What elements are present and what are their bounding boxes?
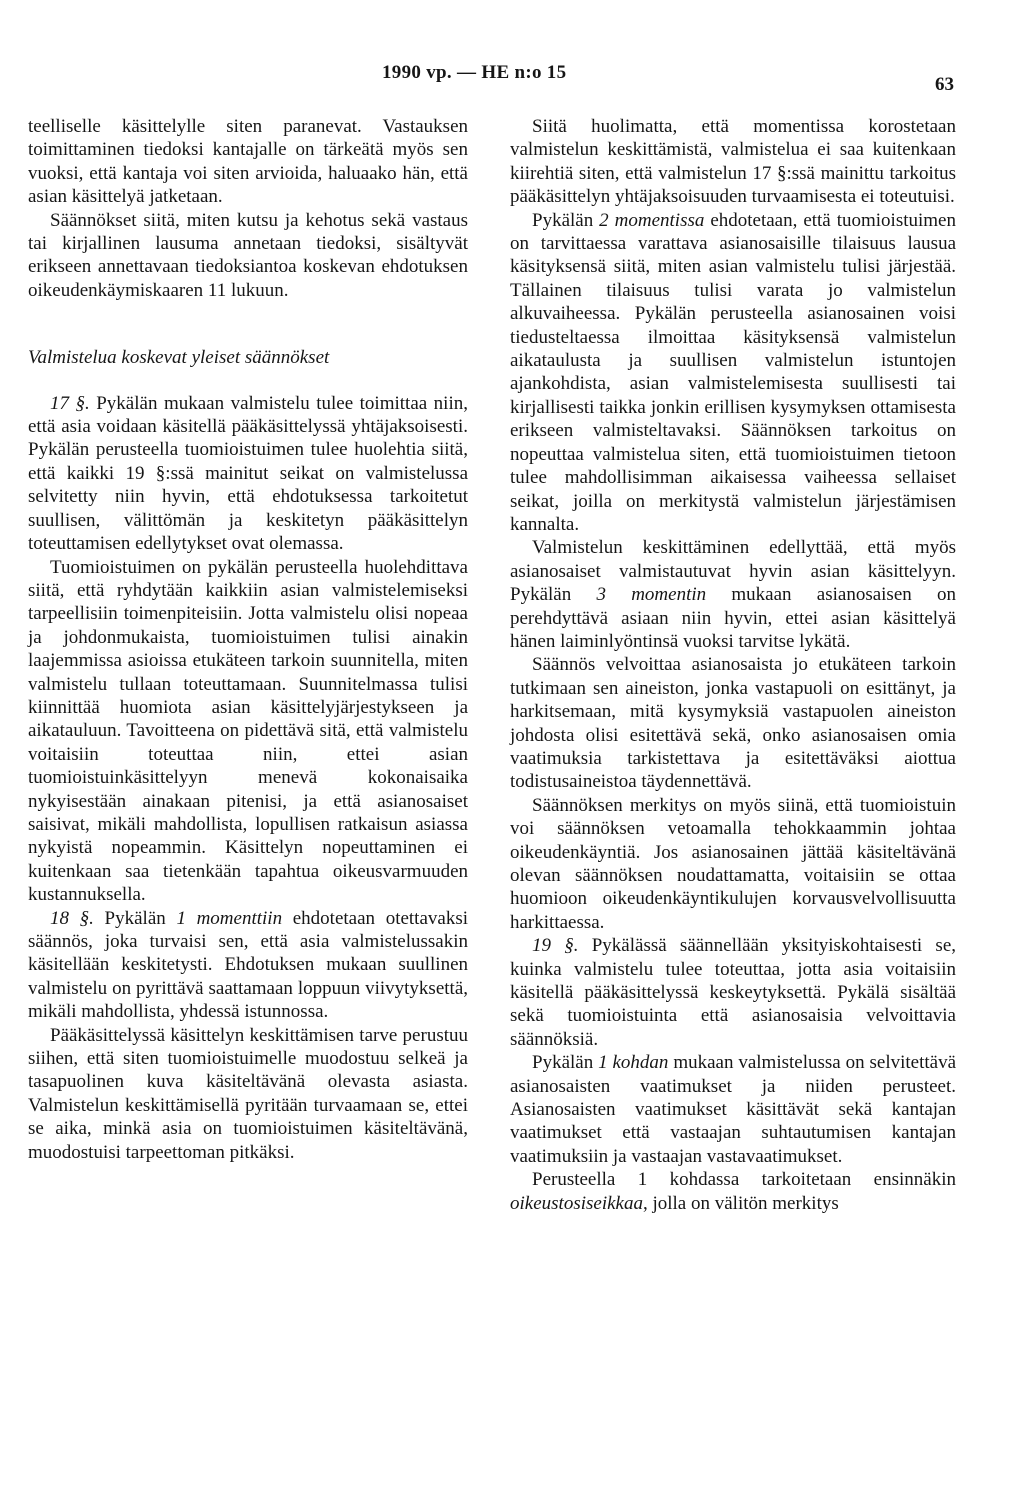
running-header: 1990 vp. — HE n:o 15 [382,62,567,83]
paragraph: Pääkäsittelyssä käsittelyn keskittämisen tarve perustuu siihen, että siten tuomioistuimelle muodostuu selkeä ja tasapuolinen kuva käsiteltävänä olevasta asiasta. Valmistelun keskittämisellä pyritään turvaamaan se, ettei se aika, minkä asia on tuomioistuimen käsiteltävänä, muodostuisi tarpeettoman pitkäksi. [28,1024,468,1163]
paragraph-text: Valmistelun keskittäminen edellyttää, että myös asianosaiset valmistautuvat hyvin asian käsittelyyn. Pykälän [510,537,956,606]
paragraph-text: mukaan valmistelussa on selvitettävä asianosaisten vaatimukset ja niiden perusteet. Asianosaisten vaatimukset käsittävät sekä kantajan vaatimukset että vastaajan suhtautumisen kantajan vaatimuksiin ja vastaajan vastavaatimukset. [510,1052,957,1167]
emphasis: 1 kohdan [598,1052,669,1074]
paragraph-text: Perusteella 1 kohdassa tarkoitetaan ensinnäkin [532,1169,956,1191]
paragraph: Tuomioistuimen on pykälän perusteella huolehdittava siitä, että ryhdytään kaikkiin asian valmistelemiseksi tarpeellisiin toimenpiteisiin. Jotta valmistelu olisi nopeaa ja johdonmukaista, tuomioistuimen tulisi ainakin laajemmissa asioissa etukäteen tarkoin suunnitella, miten valmistelu tullaan toteuttamaan. Suunnitelmassa tulisi kiinnittää huomiota asian käsittelyjärjestykseen ja aikatauluun. Tavoitteena on pidettävä sitä, että valmistelu voitaisiin toteuttaa niin, ettei asian tuomioistuinkäsittelyyn menevä kokonaisaika nykyisestään ainakaan pitenisi, ja että asianosaiset saisivat, mikäli mahdollista, lopullisen ratkaisun asiassa nykyistä nopeammin. Käsittelyn nopeuttaminen ei kuitenkaan saa tietenkään tapahtua oikeusvarmuuden kustannuksella. [28,556,468,906]
emphasis: oikeustosiseikkaa [510,1192,643,1214]
paragraph-text: Pykälässä säännellään yksityiskohtaisesti se, kuinka valmistelu tulee toteuttaa, jotta asia voitaisiin käsitellä pääkäsittelyssä keskeytyksettä. Pykälä sisältää sekä tuomioistuinta että asianosaisia velvoittavia säännöksiä. [510,935,956,1050]
emphasis: 3 momentin [596,584,707,606]
paragraph-text: Pykälän [93,907,177,929]
paragraph [510,1168,956,1215]
emphasis: 2 momentissa [599,209,705,231]
right-column [510,115,956,1215]
page-number: 63 [935,74,954,95]
paragraph: Säännökset siitä, miten kutsu ja kehotus sekä vastaus tai kirjallinen lausuma annetaan tiedoksi, sisältyvät erikseen annettavaan tiedoksiantoa koskevan ehdotuksen oikeudenkäymiskaaren 11 lukuun. [28,209,468,301]
paragraph-text: Pykälän [532,209,600,231]
paragraph [510,1051,956,1168]
paragraph-text: Pykälän [532,1052,599,1074]
section-reference: 19 §. [532,935,579,957]
section-heading: Valmistelua koskevat yleiset säännökset [28,347,330,369]
section-reference: 18 §. [50,907,94,929]
paragraph-text: Pykälän mukaan valmistelu tulee toimittaa niin, että asia voidaan käsitellä pääkäsittelyssä yhtäjaksoisesti. Pykälän perusteella tuomioistuimen tulee huolehtia siitä, että kaikki 19 §:ssä mainitut seikat on valmistelussa selvitetty niin hyvin, että ehdotuksessa tarkoitetut suullisen, välittömän ja keskitetyn pääkäsittelyn toteuttamisen edellytykset ovat olemassa. [28,392,468,555]
paragraph [28,392,468,556]
paragraph [510,536,956,653]
paragraph-text: mukaan asianosaisen on perehdyttävä asiaan niin hyvin, ettei asian käsittelyä hänen laiminlyöntinsä vuoksi tarvitse lykätä. [510,584,957,652]
paragraph-text: , jolla on välitön merkitys [642,1192,839,1214]
paragraph-text: ehdotetaan, että tuomioistuimen on tarvittaessa varattava asianosaisille tilaisuus lausua käsityksensä siitä, miten asian valmistelu tulisi järjestää. Tällainen tilaisuus tulisi varata jo valmistelun alkuvaiheessa. Pykälän perusteella asianosainen voisi tiedusteltaessa ilmoittaa käsityksensä valmistelun aikataulusta ja suullisen valmistelun istuntojen ajankohdista, asian valmistelemisesta suullisesti tai kirjallisesti taikka jonkin erillisen kysymyksen ottamisesta erikseen valmisteltavaksi. Säännöksen tarkoitus on nopeuttaa valmistelua siten, että tuomioistuimen tietoon tulee mahdollisimman aikaisessa vaiheessa sellaiset seikat, joilla on merkitystä valmistelun järjestämisen kannalta. [510,209,956,535]
paragraph [28,907,468,1024]
section-reference: 17 §. [50,392,90,414]
paragraph [510,934,956,1051]
paragraph [510,209,956,537]
paragraph-text: ehdotetaan otettavaksi säännös, joka turvaisi sen, että asia valmistelussakin käsitellään keskitetysti. Ehdotuksen mukaan suullinen valmistelu on pyrittävä saattamaan loppuun viivytyksettä, mikäli mahdollista, yhdessä istunnossa. [28,907,468,1023]
paragraph: Siitä huolimatta, että momentissa korostetaan valmistelun keskittämistä, valmistelua ei saa kuitenkaan kiirehtiä siten, että valmistelun 17 §:ssä mainittu tarkoitus pääkäsittelyn yhtäjaksoisuuden turvaamisesta ei toteutuisi. [510,116,956,208]
paragraph: teelliselle käsittelylle siten paranevat. Vastauksen toimittaminen tiedoksi kantajalle on tärkeätä myös sen vuoksi, että kantaja voi siten arvioida, haluaako hän, että asian käsittelyä jatketaan. [28,116,468,208]
paragraph: Säännöksen merkitys on myös siinä, että tuomioistuin voi säännöksen vetoamalla tehokkaammin johtaa oikeudenkäyntiä. Jos asianosainen jättää käsiteltävänä olevan säännöksen noudattamatta, voitaisiin se ottaa huomioon oikeudenkäyntikulujen korvausvelvollisuutta harkittaessa. [510,794,956,933]
paragraph: Säännös velvoittaa asianosaista jo etukäteen tarkoin tutkimaan sen aineiston, jonka vastapuoli on esittänyt, ja harkitsemaan, mitä kysymyksiä vastapuolen aineiston johdosta olisi esitettävä sekä, onko asianosaisen omia vaatimuksia tarkistettava ja esitettäväksi aiottua todistusaineistoa täydennettävä. [510,654,956,793]
page-header [0,62,1024,95]
left-column [28,115,468,1164]
emphasis: 1 momenttiin [176,907,283,929]
